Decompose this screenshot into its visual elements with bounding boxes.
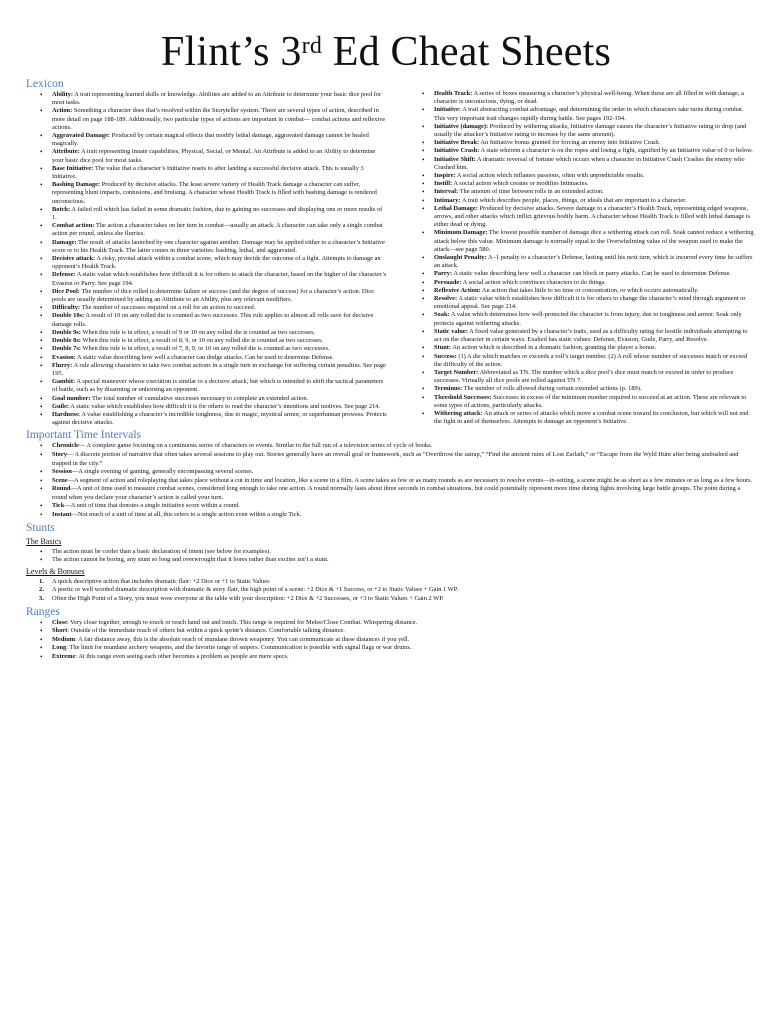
range-definition: : At this range even seeing each other becomes a problem as people are mere specs. (75, 653, 289, 661)
time-interval-term: Instant (52, 511, 72, 519)
lexicon-entry-item (18, 362, 388, 378)
lexicon-entry-definition: When this rule is in effect, a result of 8, 9, or 10 on any rolled die is counted as two successes. (82, 337, 324, 345)
range-item (18, 636, 754, 645)
lexicon-entry-item (400, 90, 754, 106)
time-interval-definition: — A discrete portion of narrative that often takes several sessions to play out. Stories generally have an overall goal or framework, such as “Overthrow the satrap,” “Find the ancient ruins of Lost Zarlath,” or “Escape from the Wyld Hunt after being ambushed and trapped in the city.” (52, 450, 739, 467)
lexicon-entry-definition: The value that a character’s Initiative resets to after landing a successful decisive attack. This is usually 3 Initiative. (52, 164, 364, 181)
lexicon-entry-definition: A trait representing learned skills or knowledge. Abilities are added to an Attribute to determine your basic dice pool for most tasks. (52, 91, 382, 107)
lexicon-entry-item (400, 311, 754, 327)
lexicon-entry-item (400, 188, 754, 196)
lexicon-entry-item (400, 295, 754, 311)
lexicon-entry-definition: Something a character does that’s resolved within the Storyteller system. There are several types of action, described in more detail on page 188-189. Additionally, two particular types of actions are important in combat— combat actions and reflexive actions. (52, 107, 386, 131)
lexicon-entry-definition: A static value which establishes how difficult it is for others to attack the character, based on the higher of the character’s Evasion or Parry. See page 194. (52, 271, 387, 287)
range-definition: : The limit for mundane archery weapons, and the favorite range of snipers. Communication is possible with signal flags or war drums. (66, 644, 412, 652)
lexicon-entry-item (400, 180, 754, 188)
lexicon-entry-definition: A dramatic reversal of fortune which occurs when a character in Initiative Crash Crashes the enemy who Crashed him. (434, 155, 745, 171)
range-item (18, 653, 754, 662)
stunt-level-item (18, 586, 754, 595)
lexicon-entry-term: Success: (434, 352, 457, 360)
lexicon-entry-definition: An Initiative bonus granted for forcing an enemy into Initiative Crash. (480, 139, 661, 147)
stunt-level-text: A poetic or well worded dramatic description with dramatic & story flair, the high point of a scene: +2 Dice & +1 Success, or +2 to Static Values + Gain 1 WP. (52, 586, 459, 594)
lexicon-entry-item (400, 229, 754, 254)
time-interval-item (18, 468, 754, 477)
range-term: Short (52, 627, 68, 635)
lexicon-entry-term: Onslaught Penalty: (434, 254, 487, 262)
lexicon-entry-definition: A failed roll which has failed in some dramatic fashion, due to gaining no successes and displaying one or more results of 1. (52, 205, 383, 222)
lexicon-entry-term: Ability: (52, 91, 73, 98)
lexicon-entry-definition: An attack or series of attacks which move a combat scene toward its conclusion, but which will not end the fight in and of themselves. Attempts to damage an opponent’s Initiative. (434, 409, 749, 426)
stunt-level-item (18, 595, 754, 604)
ranges-heading: Ranges (26, 605, 60, 618)
stunt-level-number: 3. (39, 595, 44, 603)
lexicon-entry-term: Minimum Damage: (434, 229, 488, 237)
range-term: Long (52, 644, 67, 652)
lexicon-entry-definition: A value which determines how well-protected the character is from injury, due to toughness and armor. Soak only protects against withering attacks. (434, 311, 742, 327)
lexicon-entry-definition: Produced by certain magical effects that modify lethal damage, aggravated damage cannot be healed magically. (52, 132, 369, 148)
lexicon-entry-definition: A result of 10 on any rolled die is counted as two successes. This rule applies to almost all rolls save for decisive damage rolls. (52, 312, 374, 328)
range-term: Extreme (52, 653, 76, 661)
lexicon-entry-term: Health Track: (434, 90, 473, 97)
lexicon-entry-item (400, 254, 754, 270)
lexicon-entry-definition: A -1 penalty to a character’s Defense, lasting until his next turn, which is incurred every time he suffers an attack. (434, 254, 753, 270)
lexicon-entry-definition: A trait which describes people, places, things, or ideals that are important to a character. (461, 196, 687, 204)
lexicon-entry-term: Interval: (434, 188, 459, 196)
lexicon-entry-term: Botch: (52, 205, 71, 213)
lexicon-entry-definition: The number of successes required on a roll for an action to succeed. (81, 304, 256, 312)
lexicon-entry-definition: A static value which establishes how difficult it is for others to read the character’s intentions and motives. See page 214. (70, 402, 380, 410)
lexicon-entry-definition: A static value describing how well a character can dodge attacks. Can be used to determine Defense. (77, 353, 334, 361)
lexicon-heading: Lexicon (26, 78, 64, 90)
stunt-basic-item: • The action must be cooler than a basic declaration of intent (see below for examples). (18, 548, 754, 557)
lexicon-entry-term: Dice Pool: (52, 287, 80, 295)
time-interval-term: Session (52, 468, 72, 476)
lexicon-entry-definition: Abbreviated as TN. The number which a dice pool’s dice must match or exceed in order to produce successes. Virtually all dice pools are rolled against TN 7. (434, 368, 734, 385)
title-rest: Ed Cheat Sheets (322, 29, 612, 75)
lexicon-entry-item (400, 410, 754, 426)
range-item (18, 619, 754, 628)
stunt-level-text: Often the High Point of a Story, you must wow everyone at the table with your description: +2 Dice & +2 Successes, or +3 to Static Values + Gain 2 WP. (52, 595, 444, 603)
lexicon-entry-item (18, 411, 388, 427)
lexicon-entry-item (18, 395, 388, 403)
lexicon-entry-term: Lethal Damage: (434, 204, 478, 212)
stunt-level-item (18, 578, 754, 587)
lexicon-entry-definition: A social action which creates or modifies Intimacies. (453, 180, 589, 188)
lexicon-entry-term: Initiative (damage): (434, 122, 489, 130)
stunt-level-text: A quick descriptive action that includes dramatic flair: +2 Dice or +1 to Static Values (52, 577, 270, 585)
lexicon-entry-item (18, 378, 388, 394)
lexicon-entry-term: Guile: (52, 402, 70, 410)
lexicon-entry-item (400, 287, 754, 295)
lexicon-entry-definition: A rule allowing characters to take two combat actions in a single turn in exchange for suffering certain penalties. See page 195. (52, 361, 386, 377)
lexicon-entry-term: Hardness: (52, 410, 81, 418)
lexicon-entry-definition: When this rule is in effect, a result of 7, 8, 9, or 10 on any rolled die is counted as two successes. (82, 345, 330, 353)
right-column (396, 76, 754, 427)
stunts-levels-heading: Levels & Bonuses (26, 566, 85, 576)
lexicon-entry-definition: A state wherein a character is on the ropes and losing a fight, signified by an Initiative value of 0 or below. (480, 147, 753, 155)
lexicon-entry-term: Bashing Damage: (52, 181, 101, 189)
lexicon-entry-item (18, 222, 388, 238)
lexicon-entry-item (18, 403, 388, 411)
time-interval-item (18, 442, 754, 451)
stunt-level-number: 1. (39, 577, 44, 585)
time-interval-definition: —A single evening of gaming, generally encompassing several scenes. (71, 468, 254, 476)
time-interval-definition: —Not much of a unit of time at all, this refers to a single action even within a single Tick. (71, 511, 302, 519)
range-definition: : A fair distance away, this is the absolute reach of mundane thrown weaponry. You can communicate at these distances if you yell. (75, 635, 410, 643)
lexicon-entry-item (18, 132, 388, 148)
time-interval-item (18, 502, 754, 511)
lexicon-entry-term: Initiative Break: (434, 139, 480, 147)
lexicon-entry-definition: A static value which establishes how difficult it is for others to change the character’s mind through argument or emotional appeal. See page 214. (434, 295, 746, 311)
lexicon-entry-definition: Produced by decisive attacks. Severe damage to a character’s Health Track, representing edged weapons, arrows, and other attacks which inflict grievous bodily harm. A character whose Health Track is filled with lethal damage is either dead or dying. (434, 204, 751, 229)
lexicon-entry-definition: A static value describing how well a character can block or parry attacks. Can be used to determine Defense. (453, 270, 731, 278)
lexicon-entry-item (400, 385, 754, 393)
stunt-basic-item: • The action cannot be boring, any stunt so long and overwrought that it bores rather than excites isn’t a stunt. (18, 556, 754, 565)
lexicon-entry-definition: Produced by withering attacks, Initiative damage causes the character’s Initiative rating to drop (and usually the attacker’s Initiative rating to increase by the same amount). (434, 122, 747, 139)
range-term: Medium (52, 635, 76, 643)
time-interval-definition: — A complete game focusing on a continuous series of characters or events. Similar to the full run of a television series of cycle of books. (78, 442, 433, 450)
lexicon-entry-term: Flurry: (52, 361, 73, 369)
lexicon-entry-item (400, 123, 754, 139)
lexicon-entry-item (18, 345, 388, 353)
lexicon-entry-term: Double 10s: (52, 312, 85, 320)
lexicon-entry-item (18, 271, 388, 287)
lexicon-entry-definition: The number of dice rolled to determine failure or success (and the degree of success) for a character’s action. Dice pools are usually determined by adding an Attribute to an Ability, plus any relevant modifiers. (52, 287, 374, 304)
lexicon-entry-item (18, 181, 388, 206)
lexicon-entry-definition: An action that takes little to no time or concentration, or which occurs automatically. (481, 286, 699, 294)
range-term: Close (52, 618, 67, 626)
lexicon-entry-term: Base Initiative: (52, 164, 94, 172)
lexicon-entry-definition: (1) A die which matches or exceeds a roll’s target number. (2) A roll whose number of successes match or exceed the difficulty of the action. (434, 352, 748, 368)
lexicon-entry-item (400, 172, 754, 180)
time-interval-definition: —A segment of action and roleplaying that takes place without a cut in time and location, like a scene in a film. A scene takes as few or as many rounds as are necessary to resolve events—in-setting, a scene might be as short as a few minutes or as long as a few hours. (67, 476, 753, 484)
full-width-sections (18, 428, 754, 661)
lexicon-columns (18, 76, 754, 427)
stunt-level-number: 2. (39, 586, 44, 594)
lexicon-entry-term: Action: (52, 107, 73, 115)
lexicon-entry-term: Static value: (434, 327, 468, 335)
lexicon-entry-item (400, 205, 754, 230)
lexicon-entry-definition: A trait representing innate capabilities, Physical, Social, or Mental. An Attribute is added to an Ability to determine your basic dice pool for most tasks. (52, 148, 376, 164)
lexicon-entry-definition: The lowest possible number of damage dice a withering attack can roll. Soak cannot reduce a withering attack below this value. Minimum damage is normally equal to the Overwhelming value of the weapon used to make the attack—see page 580. (434, 229, 754, 253)
lexicon-entry-item (18, 206, 388, 222)
range-definition: : Very close together, enough to touch or reach hand out and touch. This range is required for Melee/Close Combat. Whispering distance. (66, 618, 418, 626)
lexicon-entry-item (400, 139, 754, 147)
lexicon-entry-term: Defense: (52, 271, 76, 279)
lexicon-entry-item (18, 329, 388, 337)
lexicon-entry-definition: A social action which inflames passions, often with unpredictable results. (456, 172, 645, 180)
lexicon-entry-item (18, 148, 388, 164)
lexicon-entry-item (400, 328, 754, 344)
lexicon-entry-term: Evasion: (52, 353, 76, 361)
lexicon-entry-item (18, 304, 388, 312)
range-item (18, 644, 754, 653)
lexicon-entry-term: Goal number: (52, 394, 91, 402)
time-interval-definition: —A unit of time used to measure combat scenes, considered long enough to take one action. A round normally lasts about three seconds in combat situations, but could potentially represent more time during fights involving large battle groups. The point during a round when you declare your character’s action is called your turn. (52, 485, 741, 501)
stunts-levels-list (18, 578, 754, 604)
lexicon-list-right (400, 90, 754, 426)
time-interval-term: Round (52, 485, 71, 493)
lexicon-entry-term: Intimacy: (434, 196, 461, 204)
lexicon-entry-term: Initiative Shift: (434, 155, 476, 163)
lexicon-entry-definition: The number of rolls allowed during certain extended actions (p. 189). (463, 385, 642, 393)
lexicon-entry-item (18, 107, 388, 132)
lexicon-entry-definition: A fixed value generated by a character’s traits, used as a difficulty rating for hostile individuals attempting to act on the character in certain ways. Exalted has static values: Defense, Evasion, Guile, Parry, and Resolve. (434, 327, 748, 344)
time-interval-item (18, 477, 754, 486)
ranges-list (18, 619, 754, 662)
lexicon-entry-item (18, 255, 388, 271)
lexicon-entry-definition: The action a character takes on her turn in combat—usually an attack. A character can take only a single combat action per round, unless she flurries. (52, 222, 383, 238)
lexicon-entry-term: Soak: (434, 311, 450, 319)
page-title (18, 0, 754, 74)
title-main: Flint’s 3 (160, 29, 302, 75)
range-item (18, 627, 754, 636)
lexicon-entry-term: Initiative: (434, 106, 461, 114)
lexicon-entry-definition: When this rule is in effect, a result of 9 or 10 on any rolled die is counted as two successes. (82, 328, 316, 336)
stunts-heading: Stunts (26, 521, 55, 534)
time-intervals-heading: Important Time Intervals (26, 429, 141, 442)
time-interval-item (18, 485, 754, 502)
lexicon-entry-term: Initiative Crash: (434, 147, 480, 155)
lexicon-entry-definition: A special maneuver whose execution is similar to a decisive attack, but which is intended to shift the tactical parameters of battle, such as by disarming or unhorsing an opponent. (52, 378, 384, 394)
lexicon-entry-term: Inspire: (434, 172, 456, 180)
lexicon-entry-term: Gambit: (52, 378, 76, 386)
lexicon-entry-term: Terminus: (434, 385, 463, 393)
time-interval-item (18, 511, 754, 520)
lexicon-entry-item (400, 369, 754, 385)
lexicon-entry-item (18, 354, 388, 362)
lexicon-entry-term: Double 7s: (52, 345, 81, 353)
lexicon-entry-item (400, 156, 754, 172)
time-intervals-list (18, 442, 754, 519)
lexicon-entry-definition: An action which is described in a dramatic fashion, granting the player a bonus. (452, 344, 657, 352)
lexicon-entry-term: Damage: (52, 238, 77, 246)
lexicon-entry-term: Attribute: (52, 148, 80, 156)
lexicon-entry-definition: A risky, pivotal attack within a combat scene, which may decide the outcome of a fight. Attempts to damage an opponent’s Health Track. (52, 255, 381, 271)
stunts-basics-heading: The Basics (26, 536, 62, 546)
lexicon-entry-item (400, 353, 754, 369)
time-interval-definition: —A unit of time that denotes a single initiative score within a round. (64, 502, 240, 510)
lexicon-entry-item (400, 344, 754, 352)
time-interval-term: Chronicle (52, 442, 79, 450)
lexicon-entry-definition: A trait abstracting combat advantage, and determining the order in which characters take turns during combat. This very important trait changes rapidly during battle. See pages 192-194. (434, 106, 744, 122)
lexicon-entry-term: Parry: (434, 270, 453, 278)
lexicon-entry-item (18, 288, 388, 304)
time-interval-term: Scene (52, 476, 68, 484)
lexicon-entry-term: Stunt: (434, 344, 452, 352)
title-superscript: rd (301, 33, 323, 59)
lexicon-entry-term: Difficulty: (52, 304, 81, 312)
lexicon-entry-term: Reflexive Action: (434, 286, 481, 294)
lexicon-entry-term: Withering attack: (434, 409, 483, 417)
lexicon-entry-item (400, 394, 754, 410)
lexicon-entry-item (18, 337, 388, 345)
time-interval-item (18, 451, 754, 468)
lexicon-entry-definition: The result of attacks launched by one character against another. Damage may be applied either to a character’s Initiative score or to his Health Track. The latter comes in three varieties: bashing, lethal, and aggravated. (52, 238, 386, 254)
lexicon-entry-term: Double 9s: (52, 328, 81, 336)
lexicon-entry-item (18, 91, 388, 107)
lexicon-entry-item (400, 106, 754, 122)
lexicon-entry-definition: Produced by decisive attacks. The least severe variety of Health Track damage a character can suffer, representing blunt impacts, contusions, and bruising. A character whose Health Track is filled with bashing damage is rendered unconscious. (52, 181, 377, 205)
lexicon-entry-term: Aggravated Damage: (52, 132, 111, 140)
lexicon-entry-definition: The total number of cumulative successes necessary to complete an extended action. (92, 394, 309, 402)
lexicon-entry-definition: A value establishing a character’s incredible toughness, due to magic, mystical armor, or superhuman prowess. Protects against decisive attacks. (52, 410, 387, 427)
lexicon-entry-item (18, 312, 388, 328)
time-interval-term: Tick (52, 502, 65, 510)
lexicon-entry-term: Instill: (434, 180, 453, 188)
lexicon-entry-item (400, 147, 754, 155)
lexicon-entry-item (18, 239, 388, 255)
lexicon-entry-term: Combat action: (52, 222, 95, 230)
lexicon-entry-item (18, 165, 388, 181)
left-column (18, 76, 388, 427)
lexicon-entry-term: Threshold Successes: (434, 393, 492, 401)
lexicon-entry-term: Double 8s: (52, 337, 81, 345)
lexicon-entry-definition: Successes in excess of the minimum number required to succeed at an action. These are relevant to some types of actions, particularly attacks. (434, 393, 747, 409)
lexicon-entry-definition: A series of boxes measuring a character’s physical well-being. When these are all filled in with damage, a character is unconscious, dying, or dead. (434, 90, 744, 106)
lexicon-entry-term: Resolve: (434, 295, 458, 303)
lexicon-entry-item (400, 197, 754, 205)
lexicon-entry-item (400, 270, 754, 278)
lexicon-entry-term: Persuade: (434, 278, 462, 286)
lexicon-entry-term: Target Number: (434, 368, 479, 376)
lexicon-entry-item (400, 279, 754, 287)
lexicon-entry-definition: The amount of time between rolls in an extended action. (459, 188, 604, 196)
lexicon-list-left (18, 91, 388, 427)
range-definition: : Outside of the immediate reach of others but within a quick sprint’s distance. Comfortable talking distance. (67, 627, 345, 635)
lexicon-entry-term: Decisive attack: (52, 255, 96, 263)
stunts-basics-list (18, 548, 754, 565)
lexicon-entry-definition: A social action which convinces characters to do things. (462, 278, 606, 286)
time-interval-term: Story (52, 450, 67, 458)
